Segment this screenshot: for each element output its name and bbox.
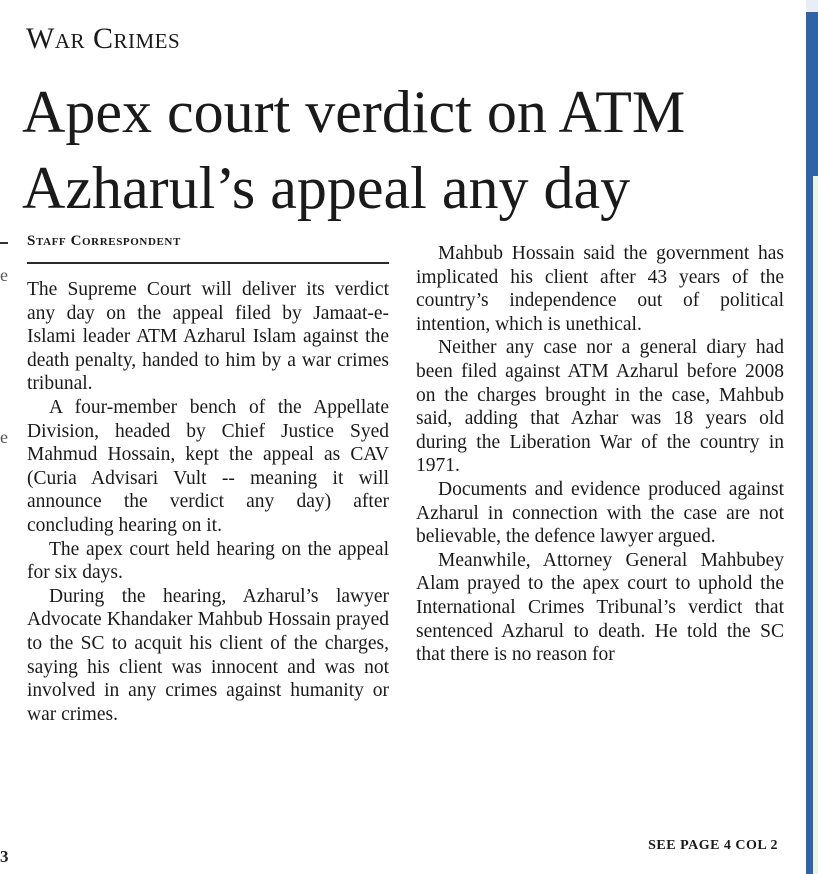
article-column-left <box>27 278 389 726</box>
paragraph: Mahbub Hossain said the government has implicated his client after 43 years of the country’s independence out of political intention, which is unethical. <box>416 243 784 335</box>
page-number: 3 <box>0 847 9 866</box>
continuation-note: SEE PAGE 4 COL 2 <box>648 838 778 853</box>
headline-line-2: Azharul’s appeal any day <box>22 155 631 221</box>
paragraph: During the hearing, Azharul’s lawyer Advocate Khandaker Mahbub Hossain prayed to the SC to acquit his client of the charges, saying his client was innocent and was not involved in any crimes against humanity or war crimes. <box>27 585 389 725</box>
section-label: War Crimes <box>26 22 181 55</box>
paragraph: Meanwhile, Attorney General Mahbubey Alam prayed to the apex court to uphold the International Crimes Tribunal’s verdict that sentenced Azharul to death. He told the SC that there is no reason for <box>416 549 784 666</box>
article-column-right <box>416 242 784 667</box>
headline <box>22 74 792 226</box>
margin-dash <box>0 242 8 244</box>
paragraph: The apex court held hearing on the appeal for six days. <box>27 538 389 584</box>
byline-rule <box>27 262 389 264</box>
paragraph: A four-member bench of the Appellate Division, headed by Chief Justice Syed Mahmud Hossain, kept the appeal as CAV (Curia Advisari Vult -- meaning it will announce the verdict any day) after concluding hearing on it. <box>27 396 389 536</box>
margin-mark: e <box>0 427 8 447</box>
edge-strip-pale <box>813 176 818 874</box>
paragraph: The Supreme Court will deliver its verdict any day on the appeal filed by Jamaat-e-Islami leader ATM Azharul Islam against the death penalty, handed to him by a war crimes tribunal. <box>27 279 389 395</box>
edge-strip-top <box>806 0 818 12</box>
paragraph: Neither any case nor a general diary had been filed against ATM Azharul before 2008 on the charges brought in the case, Mahbub said, adding that Azhar was 18 years old during the Liberation War of the country in 1971. <box>416 337 784 477</box>
paragraph: Documents and evidence produced against Azharul in connection with the case are not believable, the defence lawyer argued. <box>416 478 784 548</box>
headline-line-1: Apex court verdict on ATM <box>22 79 686 145</box>
margin-mark: e <box>0 265 8 285</box>
byline: Staff Correspondent <box>27 233 181 249</box>
